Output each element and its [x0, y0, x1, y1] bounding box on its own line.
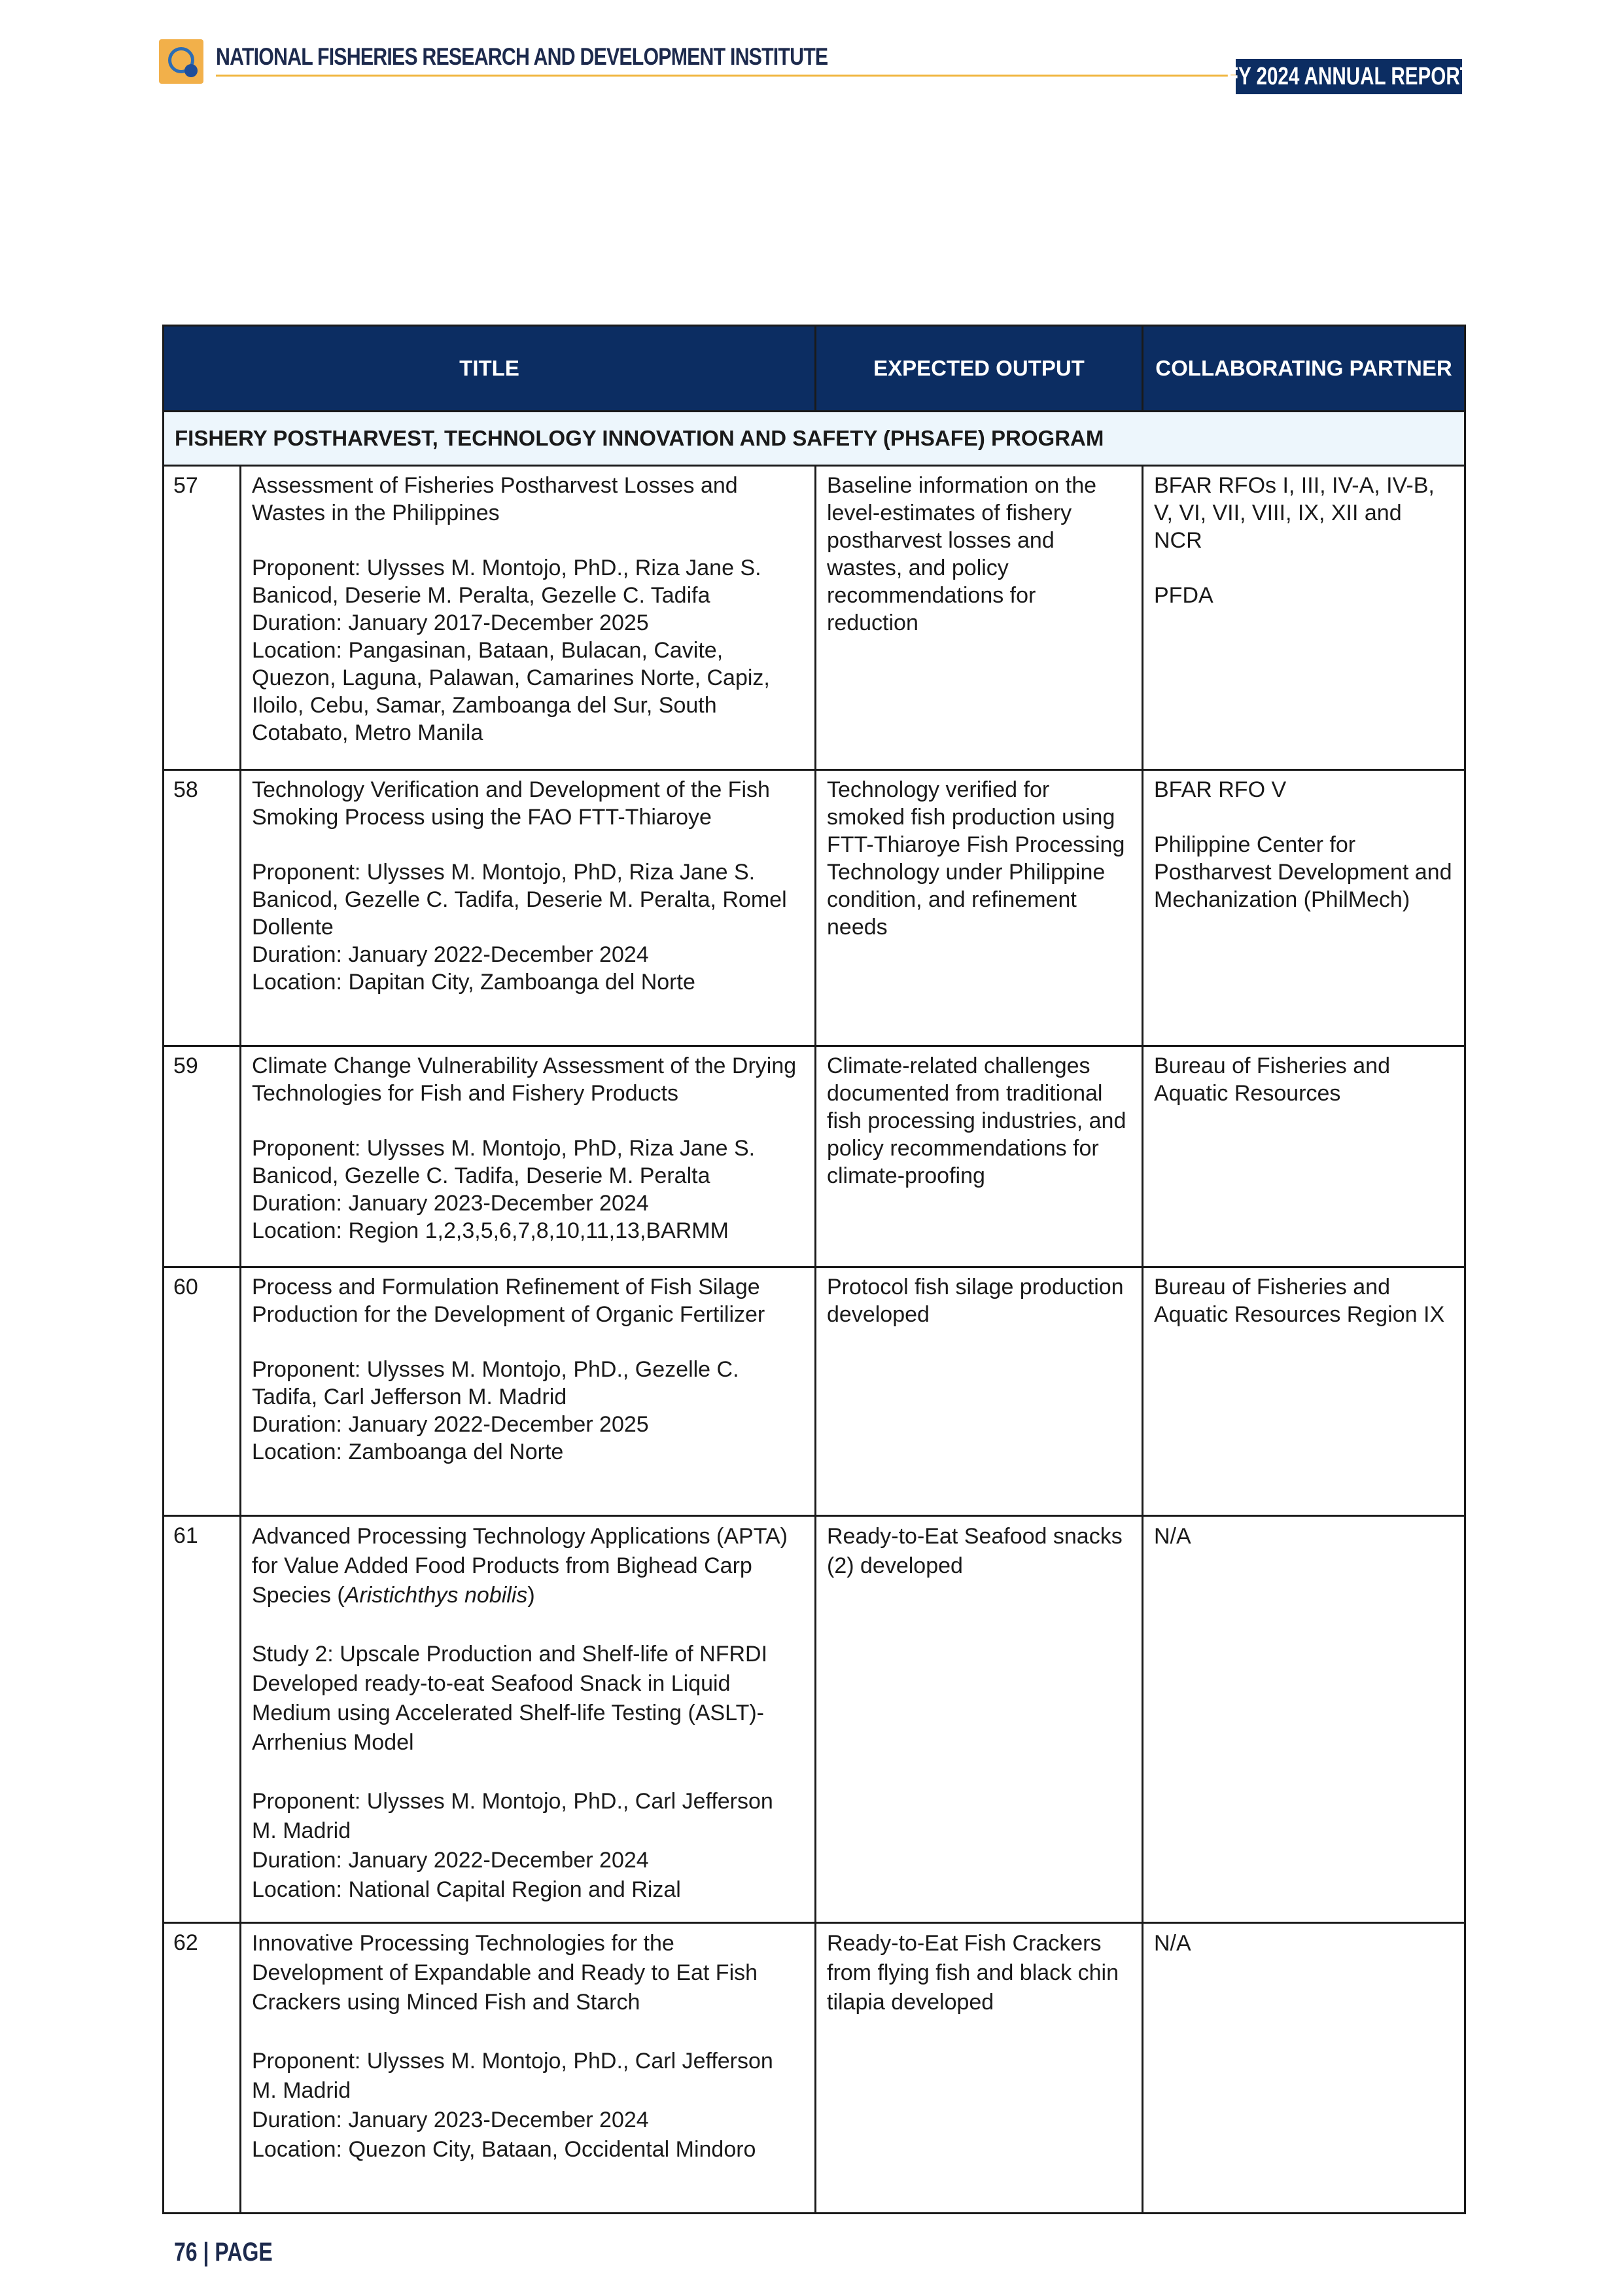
nfrdi-logo-icon: [159, 39, 203, 84]
expected-output: Baseline information on the level-estimates of fishery postharvest losses and wastes, and policy recommendations for reduction: [816, 466, 1143, 770]
program-row: [164, 412, 1465, 466]
row-number: 57: [164, 466, 241, 770]
table-row: [164, 466, 1465, 770]
collaborating-partner: BFAR RFOs I, III, IV-A, IV-B, V, VI, VII, VIII, IX, XII and NCR: [1154, 473, 1435, 553]
project-location: Location: Pangasinan, Bataan, Bulacan, Cavite, Quezon, Laguna, Palawan, Camarines Norte, Capiz, Iloilo, Cebu, Samar, Zamboanga del Sur, South Cotabato, Metro Manila: [252, 638, 770, 745]
row-title-cell: [241, 466, 816, 770]
project-title: Assessment of Fisheries Postharvest Losses and Wastes in the Philippines: [252, 473, 738, 525]
institute-name: NATIONAL FISHERIES RESEARCH AND DEVELOPMENT INSTITUTE: [216, 43, 828, 70]
project-duration: Duration: January 2022-December 2024: [252, 1848, 649, 1873]
collaborating-partner: Bureau of Fisheries and Aquatic Resources Region IX: [1143, 1267, 1465, 1516]
row-title-cell: [241, 770, 816, 1046]
program-name: FISHERY POSTHARVEST, TECHNOLOGY INNOVATION AND SAFETY (PHSAFE) PROGRAM: [164, 412, 1465, 466]
project-location: Location: Quezon City, Bataan, Occidental Mindoro: [252, 2137, 756, 2162]
project-title: Innovative Processing Technologies for the Development of Expandable and Ready to Eat Fish Crackers using Minced Fish and Starch: [252, 1931, 758, 2015]
row-number: 60: [164, 1267, 241, 1516]
project-title: Climate Change Vulnerability Assessment of the Drying Technologies for Fish and Fishery Products: [252, 1053, 797, 1106]
page-separator: |: [203, 2238, 209, 2267]
expected-output: Protocol fish silage production developed: [816, 1267, 1143, 1516]
project-location: Location: National Capital Region and Rizal: [252, 1877, 681, 1902]
collaborating-partner: Philippine Center for Postharvest Development and Mechanization (PhilMech): [1154, 832, 1452, 912]
row-title-cell: [241, 1046, 816, 1267]
collaborating-partner: BFAR RFO V: [1154, 777, 1287, 802]
report-badge: [1226, 59, 1472, 94]
expected-output: Ready-to-Eat Seafood snacks (2) developed: [816, 1516, 1143, 1923]
project-location: Location: Region 1,2,3,5,6,7,8,10,11,13,BARMM: [252, 1218, 729, 1243]
project-title: Technology Verification and Development of the Fish Smoking Process using the FAO FTT-Thiaroye: [252, 777, 770, 830]
row-number: 59: [164, 1046, 241, 1267]
collaborating-partner: N/A: [1143, 1516, 1465, 1923]
project-duration: Duration: January 2017-December 2025: [252, 610, 649, 635]
project-location: Location: Dapitan City, Zamboanga del Norte: [252, 970, 695, 995]
row-number: 62: [164, 1923, 241, 2214]
project-title: Process and Formulation Refinement of Fish Silage Production for the Development of Organic Fertilizer: [252, 1275, 765, 1327]
row-number: 61: [164, 1516, 241, 1923]
project-duration: Duration: January 2022-December 2024: [252, 942, 649, 967]
expected-output: Technology verified for smoked fish production using FTT-Thiaroye Fish Processing Technology under Philippine condition, and refinement needs: [816, 770, 1143, 1046]
table-row: [164, 770, 1465, 1046]
partner-cell: [1143, 770, 1465, 1046]
col-header-output: EXPECTED OUTPUT: [816, 326, 1143, 412]
expected-output: Ready-to-Eat Fish Crackers from flying fish and black chin tilapia developed: [816, 1923, 1143, 2214]
table-header-row: [164, 326, 1465, 412]
table-row: [164, 1046, 1465, 1267]
project-proponent: Proponent: Ulysses M. Montojo, PhD., Riza Jane S. Banicod, Deserie M. Peralta, Gezelle C. Tadifa: [252, 556, 761, 608]
species-name: Aristichthys nobilis: [344, 1583, 528, 1608]
row-title-cell: [241, 1516, 816, 1923]
col-header-title: TITLE: [164, 326, 816, 412]
project-duration: Duration: January 2023-December 2024: [252, 2108, 649, 2132]
project-location: Location: Zamboanga del Norte: [252, 1439, 564, 1464]
collaborating-partner: PFDA: [1154, 583, 1213, 608]
project-proponent: Proponent: Ulysses M. Montojo, PhD, Riza Jane S. Banicod, Gezelle C. Tadifa, Deserie M. Peralta, Romel Dollente: [252, 860, 787, 940]
table-row: [164, 1923, 1465, 2214]
project-proponent: Proponent: Ulysses M. Montojo, PhD., Carl Jefferson M. Madrid: [252, 2049, 773, 2103]
table-row: [164, 1516, 1465, 1923]
row-title-cell: [241, 1267, 816, 1516]
page-label: PAGE: [215, 2238, 273, 2267]
expected-output: Climate-related challenges documented from traditional fish processing industries, and policy recommendations for climate-proofing: [816, 1046, 1143, 1267]
report-badge-label: FY 2024 ANNUAL REPORT: [1226, 62, 1472, 90]
project-duration: Duration: January 2023-December 2024: [252, 1191, 649, 1216]
research-projects-table: [162, 325, 1466, 2214]
row-title-cell: [241, 1923, 816, 2214]
collaborating-partner: N/A: [1143, 1923, 1465, 2214]
table-row: [164, 1267, 1465, 1516]
row-number: 58: [164, 770, 241, 1046]
collaborating-partner: Bureau of Fisheries and Aquatic Resources: [1143, 1046, 1465, 1267]
partner-cell: [1143, 466, 1465, 770]
header-divider: [216, 75, 1236, 77]
project-proponent: Proponent: Ulysses M. Montojo, PhD., Carl Jefferson M. Madrid: [252, 1789, 773, 1843]
col-header-partner: COLLABORATING PARTNER: [1143, 326, 1465, 412]
project-proponent: Proponent: Ulysses M. Montojo, PhD, Riza Jane S. Banicod, Gezelle C. Tadifa, Deserie M. Peralta: [252, 1136, 756, 1188]
project-proponent: Proponent: Ulysses M. Montojo, PhD., Gezelle C. Tadifa, Carl Jefferson M. Madrid: [252, 1357, 739, 1409]
page-number: 76: [174, 2238, 198, 2267]
project-title: Advanced Processing Technology Applications (APTA) for Value Added Food Products from Bighead Carp Species (Aristichthys nobilis): [252, 1524, 788, 1608]
project-study: Study 2: Upscale Production and Shelf-life of NFRDI Developed ready-to-eat Seafood Snack in Liquid Medium using Accelerated Shelf-life Testing (ASLT)- Arrhenius Model: [252, 1642, 768, 1755]
page-footer: [174, 2238, 273, 2267]
project-duration: Duration: January 2022-December 2025: [252, 1412, 649, 1437]
